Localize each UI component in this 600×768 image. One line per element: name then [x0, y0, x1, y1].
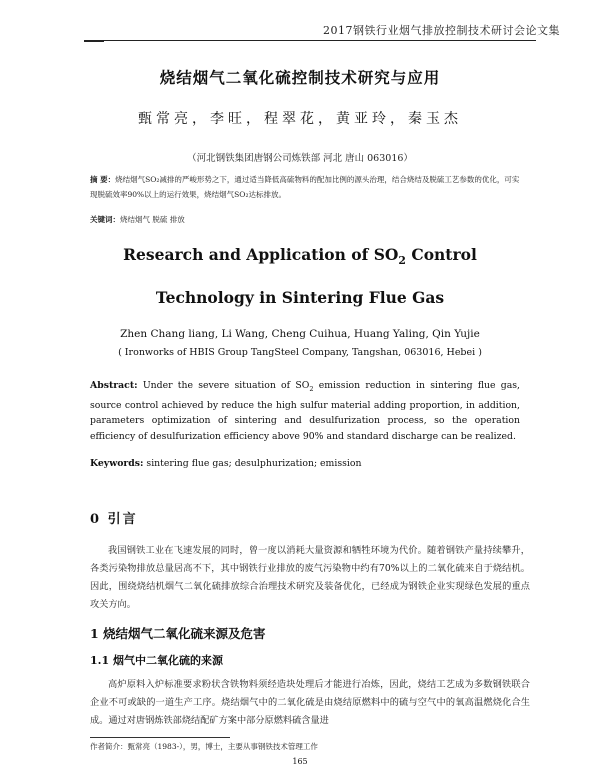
author-footnote: 作者简介：甄常亮（1983-），男，博士，主要从事钢铁技术管理工作: [90, 742, 318, 751]
english-abstract: [90, 378, 520, 445]
header-rule: [84, 40, 536, 41]
page-number: 165: [292, 757, 308, 766]
english-authors: Zhen Chang liang, Li Wang, Cheng Cuihua, Huang Yaling, Qin Yujie: [120, 328, 480, 340]
section-1-1-heading: 1.1 烟气中二氧化硫的来源: [90, 654, 223, 667]
section-1-heading: 1 烧结烟气二氧化硫来源及危害: [90, 626, 266, 641]
running-header: 2017钢铁行业烟气排放控制技术研讨会论文集: [323, 24, 560, 37]
header-rule-thick: [84, 41, 104, 42]
english-abstract-text-b: emission reduction in sintering flue gas, source control achieved by reduce the high sulfur material adding proportion, in addition, parameters optimization of sintering and desulfurization process, so the operation efficiency of desulfurization efficiency above 90% and standard discharge can be realized.: [90, 380, 520, 443]
chinese-abstract-text: 烧结烟气SO₂减排的严峻形势之下，通过适当降低高硫物料的配加比例的源头治理，结合烧结及脱硫工艺参数的优化，可实现脱硫效率90%以上的运行效果，烧结烟气SO₂达标排放。: [90, 175, 520, 199]
english-title-subscript: 2: [398, 254, 406, 268]
english-abstract-subscript: 2: [309, 384, 314, 393]
english-keywords-text: sintering flue gas; desulphurization; emission: [143, 458, 362, 469]
english-keywords: [90, 458, 520, 469]
english-affiliation: ( Ironworks of HBIS Group TangSteel Company, Tangshan, 063016, Hebei ): [118, 347, 482, 358]
chinese-keywords-text: 烧结烟气 脱硫 排放: [120, 215, 185, 224]
english-title-line2: Technology in Sintering Flue Gas: [155, 288, 445, 307]
chinese-abstract-label: 摘 要：: [90, 175, 116, 184]
section-0-heading: 0 引言: [90, 512, 138, 527]
section-0-paragraph: 我国钢铁工业在飞速发展的同时，曾一度以消耗大量资源和牺牲环境为代价。随着钢铁产量持续攀升，各类污染物排放总量居高不下，其中钢铁行业排放的废气污染物中约有70%以上的二氧化硫来自于烧结机。因此，围绕烧结机烟气二氧化硫排放综合治理技术研究及装备优化，已经成为钢铁企业实现绿色发展的重点攻关方向。: [90, 545, 530, 610]
english-title-line1: [0, 245, 600, 267]
footnote-rule: [90, 737, 230, 738]
chinese-affiliation: （河北钢铁集团唐钢公司炼铁部 河北 唐山 063016）: [187, 153, 413, 164]
chinese-keywords: [90, 214, 520, 225]
english-title-part1: Research and Application of SO: [123, 245, 399, 264]
chinese-authors: 甄常亮，李旺，程翠花，黄亚玲，秦玉杰: [138, 111, 462, 127]
chinese-abstract: [90, 172, 520, 202]
chinese-title: 烧结烟气二氧化硫控制技术研究与应用: [159, 68, 441, 87]
section-1-1-paragraph: 高炉原料入炉标准要求粉状含铁物料须经造块处理后才能进行冶炼，因此，烧结工艺成为多数钢铁联合企业不可或缺的一道生产工序。烧结烟气中的二氧化硫是由烧结原燃料中的硫与空气中的氧高温燃烧化合生成。通过对唐钢炼铁部烧结配矿方案中部分原燃料硫含量进: [90, 679, 530, 726]
english-keywords-label: Keywords:: [90, 458, 144, 469]
english-title-part2: Control: [405, 245, 477, 264]
chinese-keywords-label: 关键词：: [90, 215, 120, 224]
english-abstract-text-a: Under the severe situation of SO: [137, 380, 310, 391]
english-abstract-label: Abstract:: [90, 380, 138, 391]
